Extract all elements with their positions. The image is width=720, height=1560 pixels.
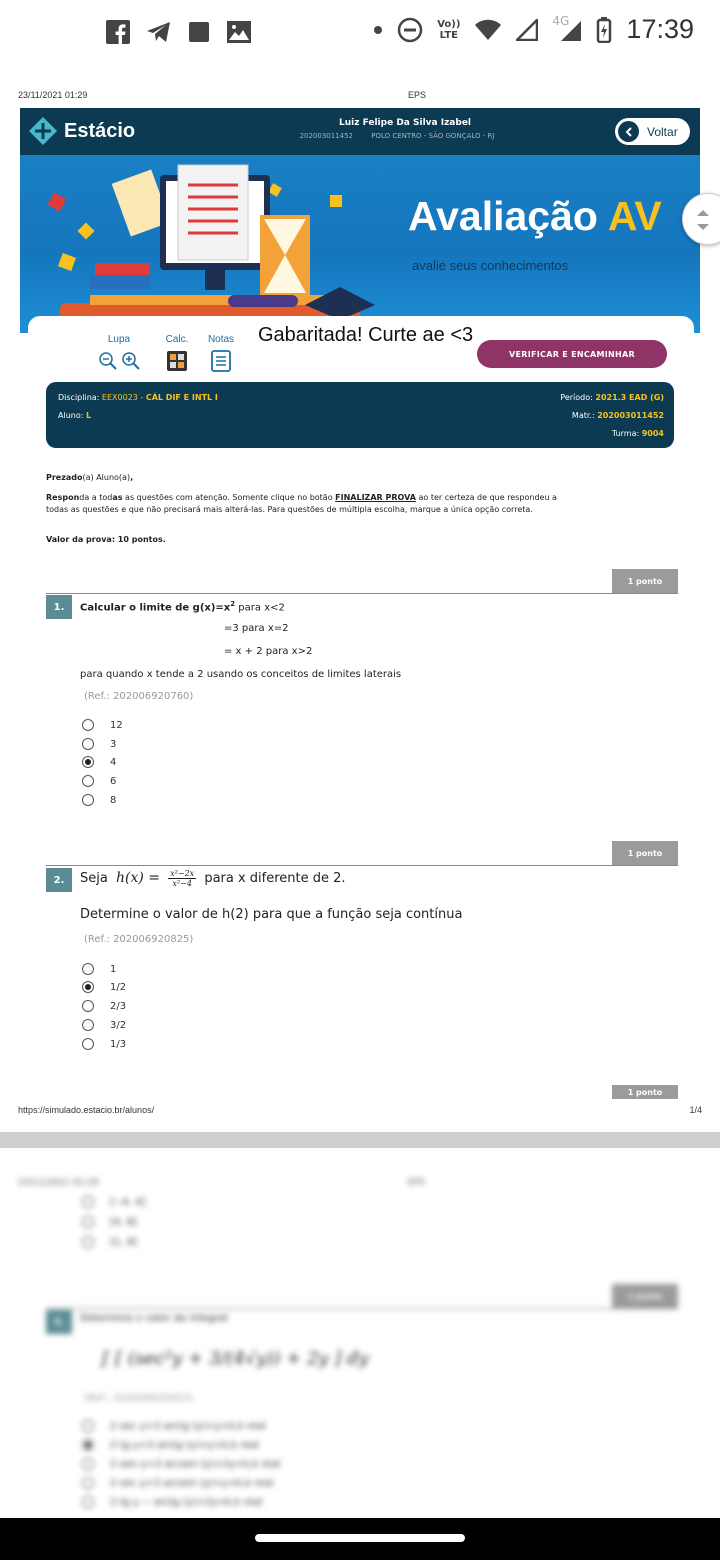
- system-icons: [373, 14, 694, 45]
- q1-line1-exp: 2: [230, 600, 236, 608]
- radio-button[interactable]: [82, 794, 94, 806]
- greeting-b: (a) Aluno(a): [82, 473, 131, 482]
- pdf-page-1[interactable]: [0, 72, 720, 1132]
- app-square-icon: [188, 21, 210, 43]
- signal-4g-icon: [552, 13, 582, 42]
- wifi-icon: [474, 19, 502, 41]
- q3-integral: ∫ [ (sec²y + 3/(4√y)) + 2y ] dy: [100, 1348, 369, 1369]
- periodo-row: [560, 393, 664, 402]
- banner-title-main: Avaliação: [408, 193, 598, 239]
- scroll-arrows-icon: [683, 194, 720, 246]
- matricula-value: 202003011452: [597, 411, 664, 420]
- exam-info-box: [46, 382, 674, 448]
- verify-submit-button[interactable]: VERIFICAR E ENCAMINHAR: [477, 340, 667, 368]
- tools-row: [88, 334, 238, 373]
- page-scroll-handle[interactable]: [682, 193, 720, 245]
- student-id: 202003011452: [299, 132, 354, 140]
- 4g-label: 4G: [552, 13, 570, 28]
- option-label: 3: [110, 738, 117, 750]
- q2-ref: (Ref.: 202006920825): [84, 934, 194, 945]
- option-label: 1/2: [110, 981, 127, 993]
- navigation-bar: [0, 1518, 720, 1560]
- q1-ref: (Ref.: 202006920760): [84, 691, 194, 702]
- q2-fraction-denominator: x²−4: [172, 879, 192, 888]
- option-label: 2 tg y+3 arctg (y)+y+k,k real: [110, 1439, 260, 1451]
- instr-f: ao ter certeza de que respondeu a: [415, 493, 557, 502]
- radio-button-selected[interactable]: [82, 756, 94, 768]
- volte-icon: [437, 19, 460, 41]
- student-name: Luiz Felipe Da Silva Izabel: [338, 118, 472, 128]
- volte-label: Vo)): [437, 18, 461, 30]
- option-label: 2 sec y+3 arcsen (y)+y+k,k real: [110, 1477, 274, 1489]
- page2-option[interactable]: [82, 1439, 259, 1451]
- back-button[interactable]: [615, 118, 690, 145]
- option-label: 3/2: [110, 1019, 127, 1031]
- aluno-label: Aluno:: [58, 411, 84, 420]
- q1-option[interactable]: [82, 756, 116, 768]
- instructions: [46, 472, 666, 546]
- option-label: 6: [110, 775, 117, 787]
- radio-button-selected[interactable]: [82, 981, 94, 993]
- banner-subtitle: avalie seus conhecimentos: [412, 258, 569, 273]
- lupa-tool[interactable]: [88, 334, 150, 373]
- annotation-text: Gabaritada! Curte ae <3: [258, 324, 474, 346]
- calc-label: Calc.: [165, 334, 189, 345]
- instr-c: as: [112, 493, 123, 502]
- page2-option[interactable]: [82, 1496, 262, 1508]
- brand-header: [20, 108, 700, 155]
- radio-button[interactable]: [82, 1236, 94, 1248]
- student-meta: [270, 132, 540, 140]
- radio-button[interactable]: [82, 963, 94, 975]
- q3-separator: [46, 1308, 678, 1309]
- instr-line2: todas as questões e que não precisará mais alterá-las. Para questões de múltipla escolha, marque a única opção correta.: [46, 505, 533, 514]
- radio-button-selected[interactable]: [82, 1439, 94, 1451]
- option-label: 2 sec y+3 arctg (y)+y+k,k real: [110, 1420, 266, 1432]
- turma-value: 9004: [641, 429, 664, 438]
- q2-number: 2.: [46, 868, 72, 892]
- q2-fraction-numerator: x²−2x: [170, 869, 195, 878]
- q2-statement-line2: Determine o valor de h(2) para que a função seja contínua: [80, 907, 463, 922]
- do-not-disturb-icon: [397, 17, 423, 43]
- q2-points-badge: 1 ponto: [612, 841, 678, 865]
- calculator-icon[interactable]: [166, 350, 188, 372]
- radio-button[interactable]: [82, 1420, 94, 1432]
- greeting: [46, 472, 666, 484]
- q3-statement: Determine o valor da integral: [80, 1313, 228, 1324]
- estacio-diamond-icon: [28, 116, 58, 146]
- q2-fraction: [168, 869, 196, 888]
- pdf-page-2[interactable]: [0, 1148, 720, 1518]
- radio-button[interactable]: [82, 1000, 94, 1012]
- zoom-out-icon[interactable]: [98, 351, 118, 371]
- q1-option[interactable]: [82, 738, 116, 750]
- page2-option[interactable]: [82, 1420, 266, 1432]
- calculator-tool[interactable]: [160, 334, 194, 373]
- q3-ref: (Ref.: 202006920923): [84, 1393, 194, 1404]
- q2-option[interactable]: [82, 1019, 126, 1031]
- q2-option[interactable]: [82, 1000, 126, 1012]
- radio-button[interactable]: [82, 719, 94, 731]
- print-title: EPS: [408, 90, 427, 100]
- dot-icon: [373, 25, 383, 35]
- lupa-label: Lupa: [107, 334, 131, 345]
- instr-d: as questões com atenção. Somente clique no botão: [122, 493, 336, 502]
- q3-points-badge-page2: 1 ponto: [612, 1284, 678, 1308]
- turma-label: Turma:: [611, 429, 640, 438]
- option-label: 2 sen y+3 arcsen (y)+2y+k,k real: [110, 1458, 281, 1470]
- radio-button[interactable]: [82, 1458, 94, 1470]
- option-label: 12: [110, 719, 123, 731]
- q2-option[interactable]: [82, 963, 116, 975]
- radio-button[interactable]: [82, 1216, 94, 1228]
- notes-icon[interactable]: [211, 350, 231, 372]
- q1-line1-bold: Calcular o limite de g(x)=x: [80, 602, 231, 614]
- option-label: 1: [110, 963, 117, 975]
- page2-option[interactable]: [82, 1216, 137, 1228]
- radio-button[interactable]: [82, 1019, 94, 1031]
- q1-separator: [46, 593, 678, 594]
- option-label: [4, 8]: [110, 1216, 137, 1228]
- radio-button[interactable]: [82, 1477, 94, 1489]
- option-label: 2 tg y − arctg (y)+2y+k,k real: [110, 1496, 263, 1508]
- estacio-logo: [28, 116, 135, 146]
- greeting-c: ,: [130, 473, 134, 482]
- q2-option[interactable]: [82, 981, 126, 993]
- battery-icon: [596, 17, 612, 43]
- banner-title-accent: AV: [607, 193, 662, 239]
- back-label: Voltar: [647, 124, 678, 139]
- radio-button[interactable]: [82, 775, 94, 787]
- finalizar-prova-text: FINALIZAR PROVA: [335, 493, 416, 502]
- q2-seja: Seja: [80, 871, 108, 886]
- disciplina-code: EEX0023 -: [101, 393, 144, 402]
- notification-icons: [106, 20, 252, 44]
- option-label: [−4, 4]: [110, 1196, 146, 1208]
- pdf-header: [18, 90, 702, 100]
- logo-text: Estácio: [64, 119, 136, 142]
- page2-option[interactable]: [82, 1477, 273, 1489]
- disciplina-name: CÁL DIF E INTL I: [145, 393, 218, 402]
- signal-icon: [516, 19, 538, 41]
- page2-option[interactable]: [82, 1458, 280, 1470]
- footer-page-number: 1/4: [689, 1105, 702, 1115]
- banner-illustration: [20, 155, 400, 333]
- matricula-row: [572, 411, 664, 420]
- radio-button[interactable]: [82, 1038, 94, 1050]
- student-polo: POLO CENTRO - SÃO GONÇALO - RJ: [371, 132, 495, 140]
- page2-option[interactable]: [82, 1196, 145, 1208]
- periodo-label: Período:: [560, 393, 593, 402]
- periodo-value: 2021.3 EAD (G): [595, 393, 664, 402]
- back-arrow-icon: [618, 121, 639, 142]
- page2-option[interactable]: [82, 1236, 137, 1248]
- aluno-value: L: [85, 411, 92, 420]
- q1-statement-line4: para quando x tende a 2 usando os conceitos de limites laterais: [80, 669, 402, 680]
- q2-statement-line1: [80, 869, 346, 888]
- q1-statement-line3: = x + 2 para x>2: [224, 646, 313, 657]
- banner-title: [408, 193, 662, 240]
- disciplina-label: Disciplina:: [58, 393, 100, 402]
- page2-title: EPS: [408, 1178, 425, 1188]
- q2-option[interactable]: [82, 1038, 126, 1050]
- aluno-row: [58, 411, 91, 420]
- print-datetime: 23/11/2021 01:29: [18, 90, 88, 100]
- q1-number: 1.: [46, 595, 72, 619]
- q1-option[interactable]: [82, 719, 123, 731]
- telegram-icon: [146, 21, 172, 43]
- q1-points-badge: 1 ponto: [612, 569, 678, 593]
- option-label: [1, 9]: [110, 1236, 137, 1248]
- q2-function-lhs: h(x) =: [115, 870, 160, 886]
- q1-line1-rest: para x<2: [235, 602, 285, 614]
- matricula-label: Matr.:: [571, 411, 595, 420]
- option-label: 1/3: [110, 1038, 127, 1050]
- radio-button[interactable]: [82, 738, 94, 750]
- option-label: 2/3: [110, 1000, 127, 1012]
- instr-b: da a tod: [79, 493, 113, 502]
- turma-row: [612, 429, 664, 438]
- lte-label: LTE: [439, 29, 458, 41]
- zoom-in-icon[interactable]: [121, 351, 141, 371]
- page-separator: [0, 1132, 720, 1148]
- q3-points-badge: 1 ponto: [612, 1085, 678, 1099]
- home-gesture-handle[interactable]: [255, 1534, 465, 1542]
- greeting-a: Prezado: [46, 473, 83, 482]
- notes-label: Notas: [207, 334, 235, 345]
- option-label: 4: [110, 756, 117, 768]
- student-info: [270, 118, 540, 140]
- pdf-footer: [18, 1105, 702, 1115]
- page2-datetime: 23/11/2021 01:29: [18, 1178, 99, 1188]
- q3-number: 3.: [46, 1310, 72, 1334]
- exam-banner: [20, 155, 700, 333]
- footer-url: https://simulado.estacio.br/alunos/: [18, 1105, 155, 1115]
- q2-line1-rest: para x diferente de 2.: [204, 871, 346, 886]
- image-icon: [226, 20, 252, 44]
- clock: 17:39: [626, 14, 694, 44]
- instructions-paragraph: [46, 492, 666, 516]
- exam-value: Valor da prova: 10 pontos.: [46, 535, 166, 544]
- instr-a: Respon: [46, 493, 80, 502]
- option-label: 8: [110, 794, 117, 806]
- status-bar: [0, 0, 720, 72]
- q1-option[interactable]: [82, 794, 116, 806]
- disciplina-row: [58, 393, 218, 402]
- q1-statement-line1: [80, 600, 285, 613]
- radio-button[interactable]: [82, 1196, 94, 1208]
- radio-button[interactable]: [82, 1496, 94, 1508]
- q1-option[interactable]: [82, 775, 116, 787]
- q1-statement-line2: =3 para x=2: [224, 623, 289, 634]
- q2-separator: [46, 865, 678, 866]
- notes-tool[interactable]: [204, 334, 238, 373]
- facebook-icon: [106, 20, 130, 44]
